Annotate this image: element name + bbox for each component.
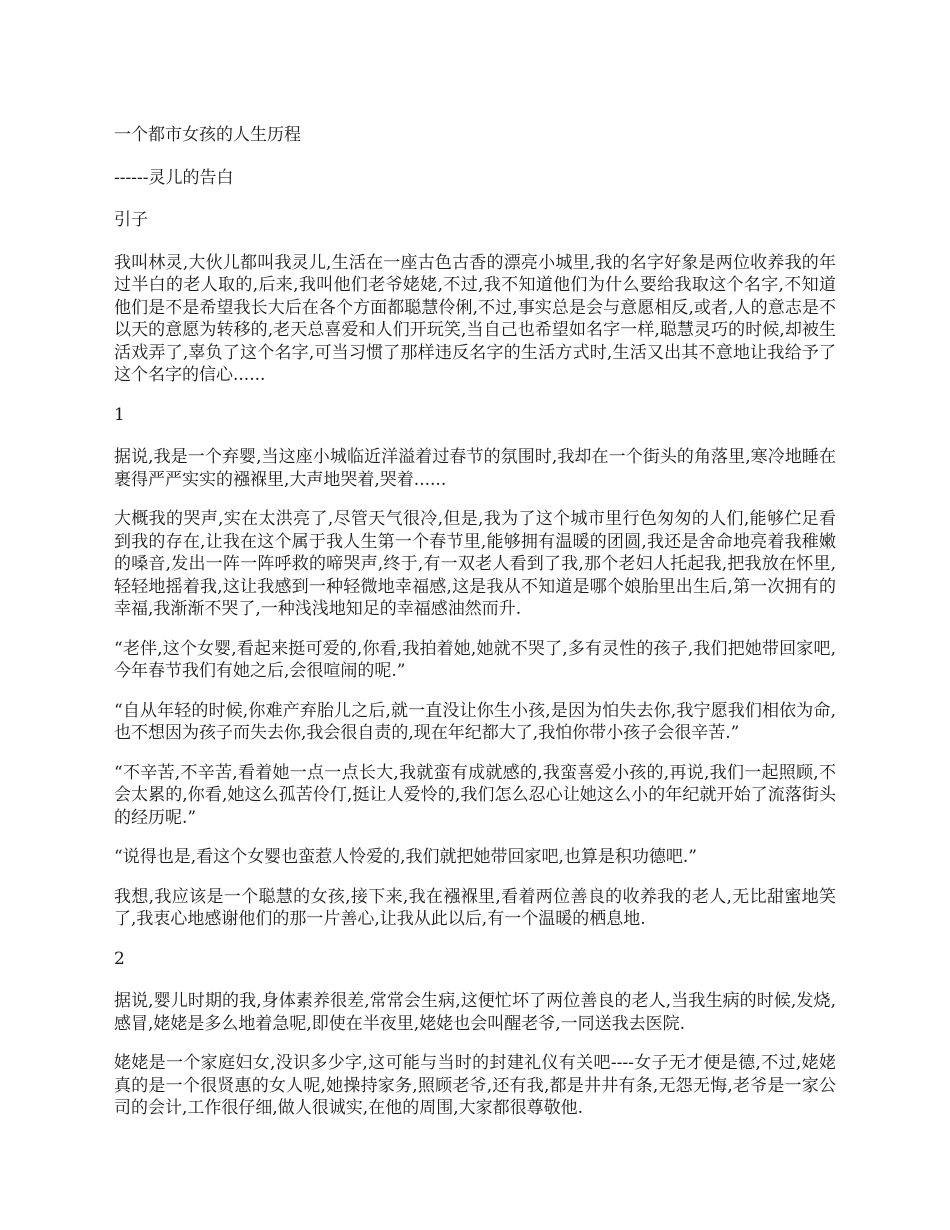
section-heading-2: 2 bbox=[114, 948, 125, 969]
paragraph: 据说,我是一个弃婴,当这座小城临近洋溢着过春节的氛围时,我却在一个街头的角落里,寒冷地睡在裹得严严实实的襁褓里,大声地哭着,哭着...... bbox=[114, 447, 836, 490]
paragraph-intro: 我叫林灵,大伙儿都叫我灵儿,生活在一座古色古香的漂亮小城里,我的名字好象是两位收养我的年过半白的老人取的,后来,我叫他们老爷姥姥,不过,我不知道他们为什么要给我取这个名字,不知道他们是不是希望我长大后在各个方面都聪慧伶俐,不过,事实总是会与意愿相反,或者,人的意志是不以天的意愿为转移的,老天总喜爱和人们开玩笑,当自己也希望如名字一样,聪慧灵巧的时候,却被生活戏弄了,辜负了这个名字,可当习惯了那样违反名字的生活方式时,生活又出其不意地让我给予了这个名字的信心...... bbox=[114, 252, 836, 385]
paragraph: 姥姥是一个家庭妇女,没识多少字,这可能与当时的封建礼仪有关吧----女子无才便是德,不过,姥姥真的是一个很贤惠的女人呢,她操持家务,照顾老爷,还有我,都是井井有条,无怨无悔,老爷是一家公司的会计,工作很仔细,做人很诚实,在他的周围,大家都很尊敬他. bbox=[114, 1053, 836, 1118]
paragraph: “自从年轻的时候,你难产弃胎儿之后,就一直没让你生小孩,是因为怕失去你,我宁愿我们相依为命,也不想因为孩子而失去你,我会很自责的,现在年纪都大了,我怕你带小孩子会很辛苦.” bbox=[114, 700, 836, 743]
section-heading-intro: 引子 bbox=[114, 210, 148, 230]
document-subtitle: ------灵儿的告白 bbox=[114, 167, 234, 188]
document-title: 一个都市女孩的人生历程 bbox=[114, 125, 301, 145]
paragraph: “老伴,这个女婴,看起来挺可爱的,你看,我拍着她,她就不哭了,多有灵性的孩子,我们把她带回家吧,今年春节我们有她之后,会很喧闹的呢.” bbox=[114, 638, 836, 681]
paragraph: 据说,婴儿时期的我,身体素养很差,常常会生病,这便忙坏了两位善良的老人,当我生病的时候,发烧,感冒,姥姥是多么地着急呢,即使在半夜里,姥姥也会叫醒老爷,一同送我去医院. bbox=[114, 991, 836, 1034]
section-heading-1: 1 bbox=[114, 404, 125, 425]
paragraph: 大概我的哭声,实在太洪亮了,尽管天气很冷,但是,我为了这个城市里行色匆匆的人们,能够伫足看到我的存在,让我在这个属于我人生第一个春节里,能够拥有温暖的团圆,我还是舍命地亮着我稚嫩的嗓音,发出一阵一阵呼救的啼哭声,终于,有一双老人看到了我,那个老妇人托起我,把我放在怀里,轻轻地摇着我,这让我感到一种轻微地幸福感,这是我从不知道是哪个娘胎里出生后,第一次拥有的幸福,我渐渐不哭了,一种浅浅地知足的幸福感油然而升. bbox=[114, 509, 836, 619]
paragraph: “说得也是,看这个女婴也蛮惹人怜爱的,我们就把她带回家吧,也算是积功德吧.” bbox=[114, 847, 697, 867]
paragraph: “不辛苦,不辛苦,看着她一点一点长大,我就蛮有成就感的,我蛮喜爱小孩的,再说,我们一起照顾,不会太累的,你看,她这么孤苦伶仃,挺让人爱怜的,我们怎么忍心让她这么小的年纪就开始了流落街头的经历呢.” bbox=[114, 762, 836, 828]
paragraph: 我想,我应该是一个聪慧的女孩,接下来,我在襁褓里,看着两位善良的收养我的老人,无比甜蜜地笑了,我衷心地感谢他们的那一片善心,让我从此以后,有一个温暖的栖息地. bbox=[114, 886, 836, 929]
document-page bbox=[114, 124, 836, 1137]
